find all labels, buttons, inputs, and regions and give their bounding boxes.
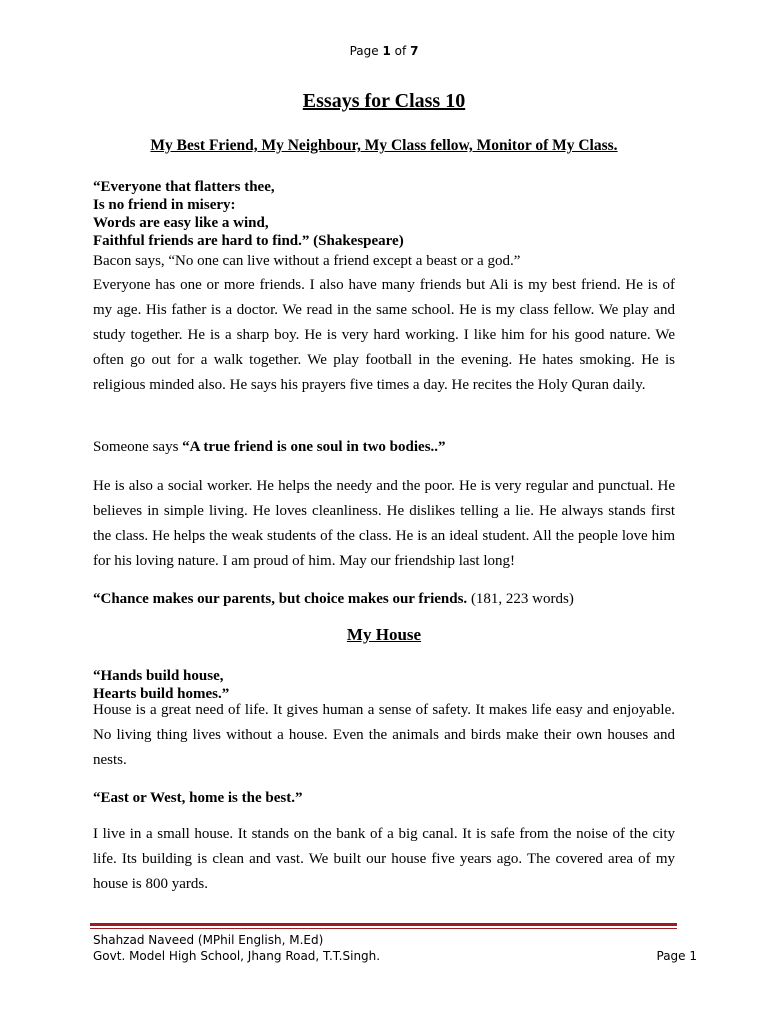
page-header (0, 44, 768, 58)
footer-page-label: Page 1 (656, 949, 697, 963)
closing-quote: “Chance makes our parents, but choice makes our friends. (93, 591, 468, 607)
essay2-paragraph2: I live in a small house. It stands on the bank of a big canal. It is safe from the noise of the city life. Its building is clean and vast. We built our house five years ago. The covered area of my house is 800 yards. (93, 826, 675, 892)
essay1-opening-quote (93, 178, 675, 272)
east-west-quote: “East or West, home is the best.” (93, 790, 303, 806)
page-of: of (394, 44, 407, 58)
quote-line: Words are easy like a wind, (93, 215, 269, 231)
essay2-title: My House (346, 625, 422, 644)
essay2-paragraph2-block (93, 822, 675, 897)
essay2-paragraph1: House is a great need of life. It gives human a sense of safety. It makes life easy and enjoyable. No living thing lives without a house. Even the animals and birds make their own houses and nests. (93, 702, 675, 768)
true-friend-quote: “A true friend is one soul in two bodies..” (182, 439, 446, 455)
quote-line: Is no friend in misery: (93, 197, 236, 213)
essay2-paragraph1-block (93, 698, 675, 773)
page-number: 1 (382, 44, 391, 58)
essay1-title: My Best Friend, My Neighbour, My Class fellow, Monitor of My Class. (150, 137, 618, 154)
essay1-paragraph2-block (93, 474, 675, 574)
quote-line: “Hands build house, (93, 668, 224, 684)
bacon-quote: Bacon says, “No one can live without a friend except a beast or a god.” (93, 253, 521, 269)
page-prefix: Page (349, 44, 379, 58)
essay1-paragraph1-block (93, 273, 675, 398)
someone-says-line (93, 436, 675, 458)
footer-divider-thin (90, 928, 677, 929)
quote-line: “Everyone that flatters thee, (93, 179, 275, 195)
essay1-paragraph1: Everyone has one or more friends. I also have many friends but Ali is my best friend. He is of my age. His father is a doctor. We read in the same school. He is my class fellow. We play and study together. He is a sharp boy. He is very hard working. I like him for his good nature. We often go out for a walk together. We play football in the evening. He hates smoking. He is religious minded also. He says his prayers five times a day. He recites the Holy Quran daily. (93, 277, 675, 393)
page-footer (93, 932, 697, 964)
east-west-line (93, 787, 675, 809)
footer-school: Govt. Model High School, Jhang Road, T.T.Singh. (93, 949, 381, 963)
document-title: Essays for Class 10 (302, 90, 466, 112)
quote-line: Hearts build homes.” (93, 686, 230, 702)
closing-quote-line (93, 588, 675, 610)
page-total: 7 (410, 44, 419, 58)
someone-says-prefix: Someone says (93, 439, 183, 455)
essay1-paragraph2: He is also a social worker. He helps the needy and the poor. He is very regular and punctual. He believes in simple living. He loves cleanliness. He dislikes telling a lie. He always stands first the class. He helps the weak students of the class. He is an ideal student. All the people love him for his loving nature. I am proud of him. May our friendship last long! (93, 478, 675, 569)
quote-line: Faithful friends are hard to find.” (Shakespeare) (93, 233, 404, 249)
word-count: (181, 223 words) (467, 591, 574, 607)
footer-divider-thick (90, 923, 677, 926)
footer-author: Shahzad Naveed (MPhil English, M.Ed) (93, 933, 324, 947)
